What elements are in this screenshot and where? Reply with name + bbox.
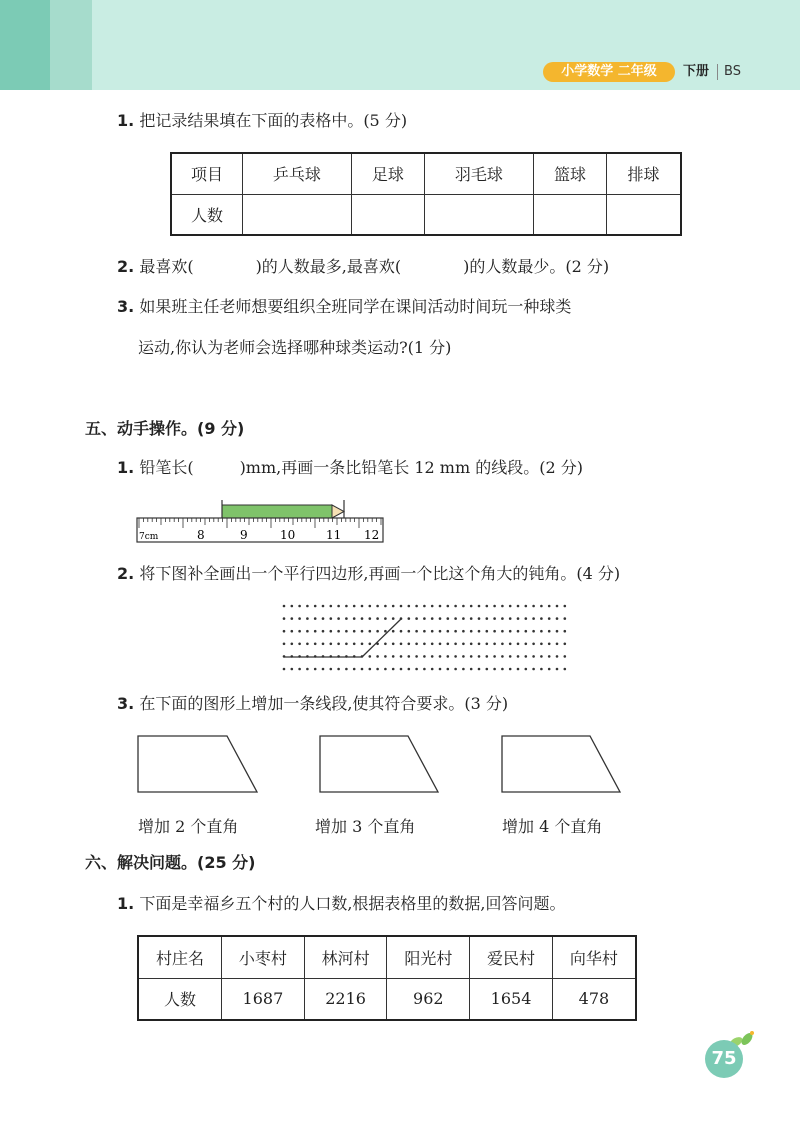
grid-dot — [556, 617, 559, 620]
shape-label: 增加 3 个直角 — [315, 817, 416, 836]
grid-dot — [376, 630, 379, 633]
grid-dot — [298, 617, 301, 620]
grid-dot — [517, 617, 520, 620]
grid-dot — [298, 643, 301, 646]
grid-dot — [509, 655, 512, 658]
grid-dot — [556, 655, 559, 658]
grid-dot — [509, 617, 512, 620]
grid-dot — [462, 605, 465, 608]
grid-dot — [314, 668, 317, 671]
grid-dot — [540, 668, 543, 671]
grid-dot — [423, 668, 426, 671]
ruler-label: 9 — [240, 528, 248, 542]
shape-label: 增加 4 个直角 — [502, 817, 603, 836]
grid-dot — [478, 605, 481, 608]
table-header-cell: 足球 — [351, 153, 424, 194]
grid-dot — [306, 643, 309, 646]
grid-dot — [384, 643, 387, 646]
grid-dot — [564, 643, 567, 646]
grid-dot — [439, 643, 442, 646]
trapezoid-shape[interactable] — [138, 736, 257, 792]
grid-dot — [439, 668, 442, 671]
grid-dot — [532, 630, 535, 633]
grid-dot — [470, 643, 473, 646]
question-text: 下面是幸福乡五个村的人口数,根据表格里的数据,回答问题。 — [139, 894, 566, 913]
grid-dot — [556, 643, 559, 646]
question-text: )的人数最少。(2 分) — [463, 257, 610, 276]
term-label: 下册 — [683, 64, 710, 79]
grid-dot — [478, 630, 481, 633]
grid-dot — [462, 630, 465, 633]
grid-dot — [361, 630, 364, 633]
grid-dot — [462, 655, 465, 658]
grid-dot — [517, 630, 520, 633]
question-number: 3. — [117, 297, 135, 316]
grid-dot — [291, 617, 294, 620]
grid-dot — [306, 630, 309, 633]
grid-dot — [314, 605, 317, 608]
grid-dot — [454, 643, 457, 646]
table-header-cell: 爱民村 — [470, 936, 553, 978]
table-row-label: 人数 — [171, 194, 243, 235]
grid-dot — [283, 630, 286, 633]
grid-dot — [517, 655, 520, 658]
grid-dot — [400, 630, 403, 633]
table-header-cell: 羽毛球 — [425, 153, 534, 194]
grid-dot — [415, 617, 418, 620]
grid-dot — [501, 643, 504, 646]
population-table — [137, 935, 637, 1021]
grid-dot — [501, 668, 504, 671]
grid-dot — [400, 655, 403, 658]
grid-dot — [408, 630, 411, 633]
grid-dot — [532, 668, 535, 671]
grid-dot — [431, 655, 434, 658]
table-cell: 1654 — [470, 978, 553, 1020]
grid-dot — [501, 655, 504, 658]
grid-dot — [392, 605, 395, 608]
grid-dot — [431, 643, 434, 646]
grid-dot — [376, 617, 379, 620]
grid-dot — [314, 630, 317, 633]
ruler-label: 8 — [197, 528, 205, 542]
grid-dot — [298, 605, 301, 608]
grid-dot — [493, 655, 496, 658]
grid-dot — [337, 643, 340, 646]
grid-dot — [525, 617, 528, 620]
grid-dot — [548, 605, 551, 608]
header-tab — [0, 0, 50, 90]
grid-dot — [345, 630, 348, 633]
question-number: 1. — [117, 458, 135, 477]
question-5-1 — [117, 457, 583, 479]
grid-dot — [322, 643, 325, 646]
grid-dot — [369, 643, 372, 646]
grid-dot — [283, 668, 286, 671]
grid-dot — [376, 668, 379, 671]
grid-dot — [298, 668, 301, 671]
grid-dot — [486, 617, 489, 620]
table-header-cell: 排球 — [607, 153, 681, 194]
grid-dot — [291, 643, 294, 646]
grid-dot — [540, 630, 543, 633]
grid-dot — [291, 630, 294, 633]
grid-dot — [517, 668, 520, 671]
question-number: 1. — [117, 111, 135, 130]
grid-dot — [564, 630, 567, 633]
ball-table — [170, 152, 682, 236]
grid-dot — [470, 630, 473, 633]
grid-dot — [330, 605, 333, 608]
grid-dot — [423, 605, 426, 608]
grid-dot — [345, 617, 348, 620]
grid-dot — [392, 655, 395, 658]
grid-dot — [493, 605, 496, 608]
question-4-2 — [117, 256, 609, 278]
grid-dot — [376, 605, 379, 608]
grid-dot — [384, 655, 387, 658]
ruler-label: 11 — [326, 528, 342, 542]
pencil-tip — [332, 505, 344, 518]
table-cell: 1687 — [222, 978, 305, 1020]
grid-dot — [337, 668, 340, 671]
grid-dot — [486, 655, 489, 658]
table-cell: 2216 — [304, 978, 387, 1020]
grid-dot — [353, 617, 356, 620]
grid-dot — [548, 668, 551, 671]
grid-dots — [283, 605, 566, 671]
trapezoid-shape[interactable] — [502, 736, 620, 792]
grid-dot — [478, 643, 481, 646]
grid-dot — [447, 668, 450, 671]
grid-dot — [509, 668, 512, 671]
question-4-3-line2: 运动,你认为老师会选择哪种球类运动?(1 分) — [138, 338, 452, 357]
grid-dot — [415, 655, 418, 658]
grid-dot — [439, 617, 442, 620]
grid-dot — [353, 605, 356, 608]
grid-dot — [400, 605, 403, 608]
dot-grid[interactable] — [278, 600, 578, 674]
grid-dot — [291, 668, 294, 671]
question-4-1 — [117, 110, 407, 132]
table-row-label: 人数 — [138, 978, 222, 1020]
grid-dot — [369, 630, 372, 633]
question-text: 如果班主任老师想要组织全班同学在课间活动时间玩一种球类 — [139, 297, 572, 316]
grid-dot — [486, 643, 489, 646]
grid-dot — [314, 643, 317, 646]
question-number: 1. — [117, 894, 135, 913]
grid-dot — [298, 630, 301, 633]
grid-dot — [291, 605, 294, 608]
grid-dot — [525, 643, 528, 646]
grid-dot — [540, 655, 543, 658]
question-5-3 — [117, 693, 508, 715]
grid-dot — [408, 605, 411, 608]
grid-dot — [501, 605, 504, 608]
question-text: 在下面的图形上增加一条线段,使其符合要求。(3 分) — [139, 694, 509, 713]
trapezoid-figures — [130, 730, 640, 800]
grid-dot — [454, 617, 457, 620]
question-5-2 — [117, 563, 620, 585]
grid-dot — [392, 668, 395, 671]
ruler-label: 12 — [364, 528, 380, 542]
table-header-cell: 乒乓球 — [243, 153, 352, 194]
grid-dot — [322, 630, 325, 633]
grid-dot — [423, 630, 426, 633]
grid-dot — [400, 668, 403, 671]
grid-dot — [345, 668, 348, 671]
page-number: 75 — [705, 1040, 743, 1078]
table-cell: 478 — [552, 978, 636, 1020]
grid-dot — [532, 617, 535, 620]
grid-dot — [314, 617, 317, 620]
grid-dot — [361, 605, 364, 608]
grid-dot — [501, 630, 504, 633]
grid-dot — [306, 668, 309, 671]
header-divider — [717, 64, 718, 80]
grid-dot — [306, 605, 309, 608]
edition-label: BS — [724, 64, 741, 79]
grid-dot — [540, 617, 543, 620]
angle-slant-line — [362, 619, 401, 657]
grid-dot — [439, 655, 442, 658]
grid-dot — [439, 630, 442, 633]
grid-dot — [283, 605, 286, 608]
pencil-body — [222, 505, 332, 518]
grid-dot — [454, 630, 457, 633]
grid-dot — [486, 605, 489, 608]
grid-dot — [369, 668, 372, 671]
grid-dot — [470, 668, 473, 671]
grid-dot — [415, 668, 418, 671]
grid-dot — [439, 605, 442, 608]
grid-dot — [322, 605, 325, 608]
grid-dot — [447, 605, 450, 608]
grid-dot — [470, 617, 473, 620]
answer-cell[interactable] — [425, 194, 534, 235]
grid-dot — [330, 643, 333, 646]
trapezoid-shape[interactable] — [320, 736, 438, 792]
grid-dot — [525, 668, 528, 671]
grid-dot — [540, 643, 543, 646]
grid-dot — [361, 617, 364, 620]
grid-dot — [509, 643, 512, 646]
grid-dot — [447, 655, 450, 658]
grid-dot — [369, 617, 372, 620]
grid-dot — [493, 668, 496, 671]
grid-dot — [493, 630, 496, 633]
grid-dot — [462, 617, 465, 620]
grid-dot — [337, 617, 340, 620]
grid-dot — [283, 643, 286, 646]
grid-dot — [548, 630, 551, 633]
answer-cell[interactable] — [351, 194, 424, 235]
grid-dot — [353, 643, 356, 646]
grid-dot — [447, 643, 450, 646]
grid-dot — [454, 655, 457, 658]
grid-dot — [486, 668, 489, 671]
grid-dot — [470, 655, 473, 658]
grid-dot — [322, 668, 325, 671]
question-text: )的人数最多,最喜欢( — [255, 257, 402, 276]
grid-dot — [392, 617, 395, 620]
grid-dot — [415, 605, 418, 608]
grid-dot — [376, 655, 379, 658]
table-header-cell: 阳光村 — [387, 936, 470, 978]
table-header-cell: 村庄名 — [138, 936, 222, 978]
grid-dot — [306, 617, 309, 620]
grid-dot — [462, 668, 465, 671]
grid-dot — [509, 630, 512, 633]
grid-dot — [408, 617, 411, 620]
question-6-1 — [117, 893, 566, 915]
question-number: 3. — [117, 694, 135, 713]
question-4-3 — [117, 296, 571, 318]
table-header-cell: 林河村 — [304, 936, 387, 978]
grid-dot — [400, 643, 403, 646]
grid-dot — [369, 655, 372, 658]
grid-dot — [525, 605, 528, 608]
grid-dot — [431, 630, 434, 633]
grid-dot — [548, 617, 551, 620]
grid-dot — [337, 605, 340, 608]
grid-dot — [408, 643, 411, 646]
table-header-cell: 篮球 — [533, 153, 606, 194]
ruler-label: 10 — [280, 528, 296, 542]
grid-dot — [478, 655, 481, 658]
grid-dot — [345, 643, 348, 646]
grid-dot — [556, 605, 559, 608]
table-header-cell: 项目 — [171, 153, 243, 194]
grid-dot — [447, 617, 450, 620]
grid-dot — [532, 643, 535, 646]
grid-dot — [493, 643, 496, 646]
question-text: 将下图补全画出一个平行四边形,再画一个比这个角大的钝角。(4 分) — [139, 564, 621, 583]
grid-dot — [556, 630, 559, 633]
grid-dot — [478, 617, 481, 620]
grid-dot — [454, 605, 457, 608]
grid-dot — [431, 605, 434, 608]
question-number: 2. — [117, 564, 135, 583]
grid-dot — [493, 617, 496, 620]
grid-dot — [517, 643, 520, 646]
grid-dot — [548, 655, 551, 658]
grid-dot — [447, 630, 450, 633]
grid-dot — [353, 630, 356, 633]
grid-dot — [525, 655, 528, 658]
shape-label: 增加 2 个直角 — [138, 817, 239, 836]
grid-dot — [353, 668, 356, 671]
grid-dot — [392, 643, 395, 646]
grid-dot — [384, 630, 387, 633]
grid-dot — [525, 630, 528, 633]
grid-dot — [564, 617, 567, 620]
grid-dot — [369, 605, 372, 608]
grid-dot — [431, 668, 434, 671]
grid-dot — [431, 617, 434, 620]
grid-dot — [509, 605, 512, 608]
section-5-title: 五、动手操作。(9 分) — [85, 419, 245, 438]
grid-dot — [501, 617, 504, 620]
grid-dot — [423, 617, 426, 620]
grid-dot — [478, 668, 481, 671]
grid-dot — [564, 605, 567, 608]
ruler-label: 7cm — [139, 532, 159, 542]
grid-dot — [564, 655, 567, 658]
grid-dot — [283, 617, 286, 620]
question-text: 铅笔长( — [139, 458, 194, 477]
grid-dot — [361, 643, 364, 646]
question-text: 最喜欢( — [139, 257, 194, 276]
grid-dot — [415, 643, 418, 646]
grid-dot — [361, 668, 364, 671]
question-number: 2. — [117, 257, 135, 276]
grid-dot — [337, 630, 340, 633]
question-text: 把记录结果填在下面的表格中。(5 分) — [139, 111, 408, 130]
header-band — [0, 0, 800, 90]
grid-dot — [330, 617, 333, 620]
grid-dot — [322, 617, 325, 620]
grid-dot — [423, 655, 426, 658]
grid-dot — [384, 668, 387, 671]
grid-dot — [540, 605, 543, 608]
grid-dot — [517, 605, 520, 608]
grid-dot — [330, 668, 333, 671]
grid-dot — [564, 668, 567, 671]
section-6-title: 六、解决问题。(25 分) — [85, 853, 256, 872]
grid-dot — [384, 617, 387, 620]
grid-dot — [415, 630, 418, 633]
grid-dot — [470, 605, 473, 608]
grid-dot — [408, 655, 411, 658]
subject-badge: 小学数学 二年级 — [543, 62, 675, 82]
grid-dot — [532, 605, 535, 608]
table-cell: 962 — [387, 978, 470, 1020]
grid-dot — [462, 643, 465, 646]
ruler-figure — [134, 496, 390, 548]
grid-dot — [423, 643, 426, 646]
answer-cell[interactable] — [607, 194, 681, 235]
answer-cell[interactable] — [243, 194, 352, 235]
grid-dot — [330, 630, 333, 633]
table-header-cell: 小枣村 — [222, 936, 305, 978]
header-tab-light — [50, 0, 92, 90]
grid-dot — [408, 668, 411, 671]
grid-dot — [532, 655, 535, 658]
table-header-cell: 向华村 — [552, 936, 636, 978]
question-text: )mm,再画一条比铅笔长 12 mm 的线段。(2 分) — [239, 458, 583, 477]
answer-cell[interactable] — [533, 194, 606, 235]
grid-dot — [454, 668, 457, 671]
grid-dot — [345, 605, 348, 608]
grid-dot — [384, 605, 387, 608]
grid-dot — [556, 668, 559, 671]
grid-dot — [392, 630, 395, 633]
grid-dot — [486, 630, 489, 633]
grid-dot — [548, 643, 551, 646]
